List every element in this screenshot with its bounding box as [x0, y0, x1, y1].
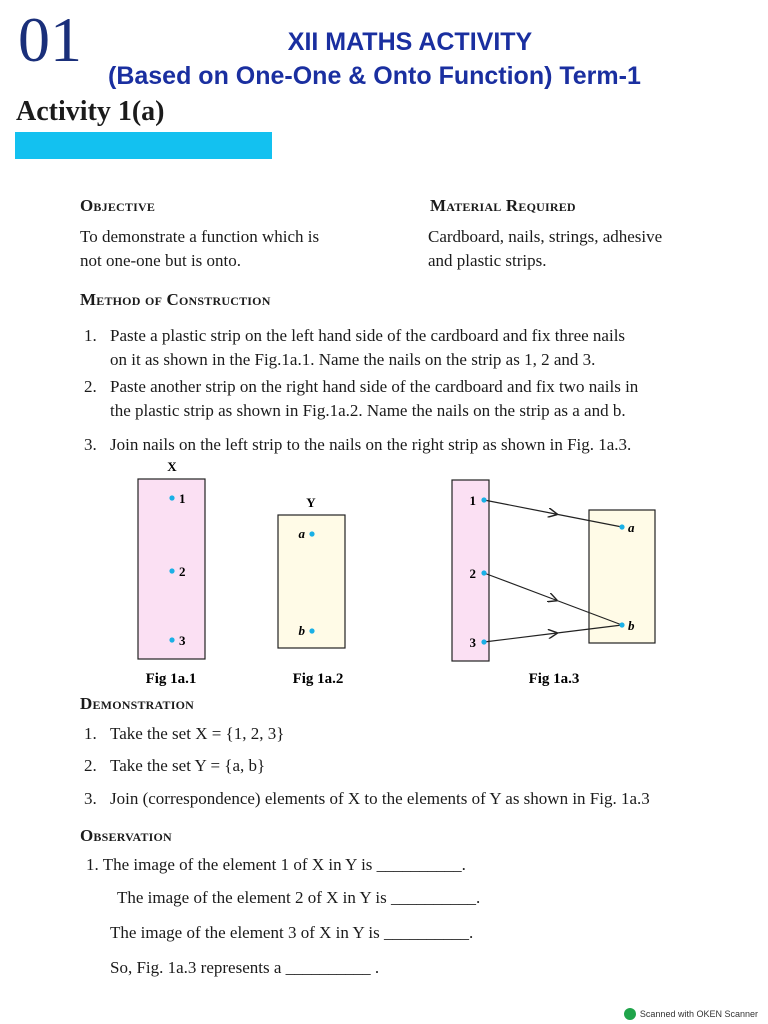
step-text: Take the set X = {1, 2, 3}: [110, 724, 285, 743]
nail-label: 3: [179, 633, 186, 648]
nail-dot: [619, 622, 624, 627]
scanner-footer: [624, 1008, 758, 1020]
step-number: 1.: [84, 724, 97, 743]
observation-line: [86, 855, 466, 875]
mapping-arrow-2-b: [484, 573, 553, 599]
method-step: [84, 324, 625, 372]
nail-dot: [481, 497, 486, 502]
nail-label: b: [628, 618, 635, 633]
accent-bar: [15, 132, 272, 159]
nail-label: 2: [469, 566, 476, 581]
set-x-label: X: [167, 459, 177, 474]
observation-line: So, Fig. 1a.3 represents a __________ .: [110, 958, 380, 977]
set-y-label: Y: [306, 495, 316, 510]
step-number: 3.: [84, 435, 97, 454]
objective-line: not one-one but is onto.: [80, 251, 242, 270]
page-title: XII MATHS ACTIVITY: [287, 28, 533, 56]
material-heading: Material Required: [430, 196, 576, 215]
step-number: 1.: [84, 326, 97, 345]
step-text: The image of the element 1 of X in Y is __________.: [102, 855, 466, 874]
nail-label: a: [298, 526, 305, 541]
nail-dot: [481, 639, 486, 644]
nail-dot: [309, 628, 314, 633]
nail-label: a: [628, 520, 635, 535]
method-heading: Method of Construction: [80, 290, 271, 309]
step-number: 2.: [84, 756, 97, 775]
step-text: on it as shown in the Fig.1a.1. Name the nails on the strip as 1, 2 and 3.: [110, 350, 596, 369]
objective-heading: Objective: [80, 196, 156, 215]
demonstration-step: [84, 722, 284, 746]
scanner-logo-icon: [624, 1008, 636, 1020]
observation-line: The image of the element 2 of X in Y is __________.: [117, 888, 481, 907]
mapping-arrow-3-b: [484, 634, 553, 643]
demonstration-step: [84, 754, 265, 778]
step-text: Join nails on the left strip to the nails on the right strip as shown in Fig. 1a.3.: [110, 435, 632, 454]
nail-dot: [169, 568, 174, 573]
observation-heading: Observation: [80, 826, 172, 845]
step-number: 1.: [86, 855, 99, 874]
objective-line: To demonstrate a function which is: [80, 227, 320, 246]
method-step: [84, 375, 638, 423]
step-text: Paste another strip on the right hand side of the cardboard and fix two nails in: [110, 377, 639, 396]
observation-line: The image of the element 3 of X in Y is __________.: [110, 923, 474, 942]
figures-diagram: [0, 455, 768, 695]
step-text: Join (correspondence) elements of X to the elements of Y as shown in Fig. 1a.3: [110, 789, 650, 808]
page-subtitle: (Based on One-One & Onto Function) Term-1: [108, 62, 641, 90]
method-step: [84, 433, 631, 457]
nail-dot: [169, 637, 174, 642]
objective-text: [80, 225, 319, 273]
nail-dot: [309, 531, 314, 536]
step-text: the plastic strip as shown in Fig.1a.2. Name the nails on the strip as a and b.: [110, 401, 626, 420]
fig2-caption: Fig 1a.2: [292, 671, 344, 687]
step-number: 3.: [84, 789, 97, 808]
demonstration-heading: Demonstration: [80, 694, 194, 713]
nail-label: 1: [179, 491, 186, 506]
step-text: Paste a plastic strip on the left hand side of the cardboard and fix three nails: [110, 326, 626, 345]
nail-dot: [619, 524, 624, 529]
step-text: Take the set Y = {a, b}: [110, 756, 266, 775]
nail-label: 1: [469, 493, 476, 508]
mapping-arrow-1-a: [484, 500, 553, 514]
nail-label: 2: [179, 564, 186, 579]
activity-title: Activity 1(a): [16, 96, 165, 127]
nail-dot: [481, 570, 486, 575]
demonstration-step: [84, 787, 650, 811]
step-number: 2.: [84, 377, 97, 396]
nail-label: b: [298, 623, 305, 638]
nail-label: 3: [469, 635, 476, 650]
scanner-text: Scanned with OKEN Scanner: [639, 1009, 758, 1019]
fig1-caption: Fig 1a.1: [145, 671, 197, 687]
fig3-caption: Fig 1a.3: [528, 671, 580, 687]
page-number: 01: [18, 4, 82, 75]
material-line: and plastic strips.: [428, 251, 547, 270]
material-line: Cardboard, nails, strings, adhesive: [428, 227, 663, 246]
material-text: [428, 225, 662, 273]
nail-dot: [169, 495, 174, 500]
